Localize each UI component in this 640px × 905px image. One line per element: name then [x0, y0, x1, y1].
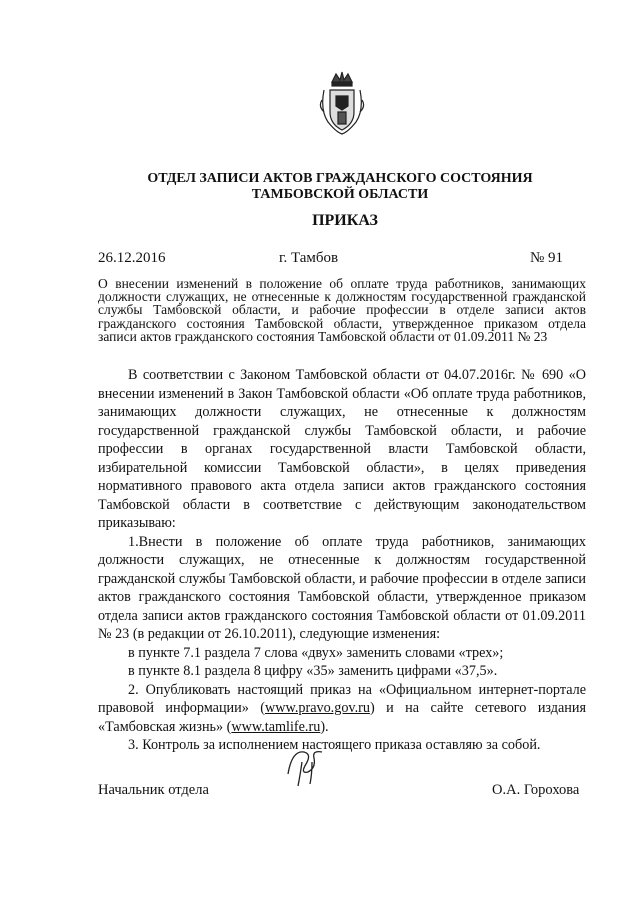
- paragraph-1-item-a: в пункте 7.1 раздела 7 слова «двух» заменить словами «трех»;: [128, 644, 504, 661]
- order-number: № 91: [530, 250, 564, 266]
- preamble-paragraph: В соответствии с Законом Тамбовской области от 04.07.2016г. № 690 «О внесении изменений в Закон Тамбовской области «Об оплате труда работников, занимающих должности служащих, не отнесенные к должностям государственной гражданской службы Тамбовской области, и рабочие профессии в органах государственной власти Тамбовской области, избирательной комиссии Тамбовской области», в целях приведения нормативного правового акта отдела записи актов гражданского состояния Тамбовской области в соответствие с действующим законодательством приказываю:: [98, 367, 586, 531]
- document-title: ПРИКАЗ: [312, 212, 378, 229]
- signer-position: Начальник отдела: [98, 782, 209, 798]
- signer-name: О.А. Горохова: [492, 782, 580, 798]
- paragraph-2-text-mid: ) и на сайте сетевого издания «Тамбовская жизнь» (: [98, 700, 586, 735]
- order-body: [98, 366, 586, 755]
- paragraph-1-item-b: в пункте 8.1 раздела 8 цифру «35» заменить цифрами «37,5».: [128, 663, 498, 679]
- tamlife-link[interactable]: www.tamlife.ru: [231, 718, 321, 735]
- pravo-link[interactable]: www.pravo.gov.ru: [265, 700, 370, 716]
- paragraph-3: 3. Контроль за исполнением настоящего приказа оставляю за собой.: [128, 737, 541, 753]
- org-name-line-1: ОТДЕЛ ЗАПИСИ АКТОВ ГРАЖДАНСКОГО СОСТОЯНИЯ: [147, 171, 533, 186]
- org-name-line-2: ТАМБОВСКОЙ ОБЛАСТИ: [251, 187, 429, 202]
- paragraph-2: [98, 681, 586, 737]
- order-city: г. Тамбов: [279, 250, 339, 266]
- order-subject: О внесении изменений в положение об оплате труда работников, занимающих должности служащих, не отнесенные к должностям государственной гражданской службы Тамбовской области, и рабочие профессии в отделе записи актов гражданского состояния Тамбовской области, утвержденное приказом отдела записи актов гражданского состояния Тамбовской области от 01.09.2011 № 23: [98, 276, 586, 344]
- coat-of-arms-icon: [318, 70, 366, 138]
- paragraph-2-text-end: ).: [320, 718, 329, 735]
- handwritten-signature-icon: [282, 744, 330, 788]
- order-date: 26.12.2016: [98, 250, 166, 266]
- paragraph-1: 1.Внести в положение об оплате труда работников, занимающих должности служащих, не отнесенные к должностям государственной гражданской службы Тамбовской области, и рабочие профессии в отделе записи актов гражданского состояния Тамбовской области, утвержденное приказом отдела записи актов гражданского состояния Тамбовской области от 01.09.2011 № 23 (в редакции от 26.10.2011), следующие изменения:: [98, 533, 586, 642]
- paragraph-2-text-start: 2. Опубликовать настоящий приказ на «Официальном интернет-портале правовой информации» (: [98, 681, 586, 716]
